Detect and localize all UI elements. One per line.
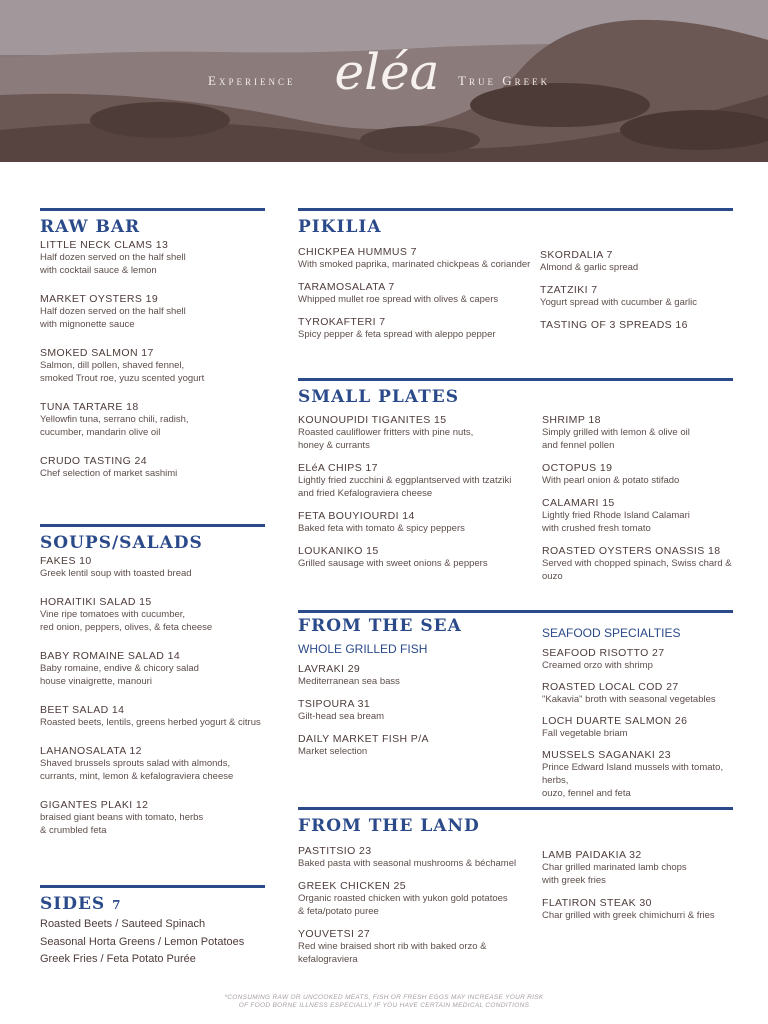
sides-line: Seasonal Horta Greens / Lemon Potatoes <box>40 935 245 948</box>
item-name: LITTLE NECK CLAMS 13 <box>40 239 169 251</box>
menu-item <box>298 880 548 918</box>
item-desc: Baked feta with tomato & spicy peppers <box>298 523 465 534</box>
item-desc: Roasted beets, lentils, greens herbed yogurt & citrus <box>40 717 261 728</box>
item-name: CALAMARI 15 <box>542 497 615 509</box>
item-desc: and fried Kefalograviera cheese <box>298 488 433 499</box>
menu-item <box>540 249 735 274</box>
menu-item <box>298 246 538 271</box>
menu-item <box>40 455 265 480</box>
section-rule <box>298 807 733 810</box>
section-title: SMALL PLATES <box>298 387 459 407</box>
item-desc: Baby romaine, endive & chicory salad <box>40 663 199 674</box>
item-desc: Chef selection of market sashimi <box>40 468 178 479</box>
item-desc: house vinaigrette, manouri <box>40 676 152 687</box>
menu-item <box>40 596 265 634</box>
item-desc: Spicy pepper & feta spread with aleppo pepper <box>298 329 496 340</box>
item-desc: with greek fries <box>542 875 606 886</box>
menu-item <box>540 319 735 331</box>
item-name: TSIPOURA 31 <box>298 698 371 710</box>
soups-salads-section <box>40 524 265 837</box>
menu-item <box>542 414 737 452</box>
item-name: TZATZIKI 7 <box>540 284 598 296</box>
item-name: LAHANOSALATA 12 <box>40 745 142 757</box>
item-desc: Creamed orzo with shrimp <box>542 660 653 671</box>
section-rule <box>298 208 733 211</box>
item-desc: Greek lentil soup with toasted bread <box>40 568 192 579</box>
tagline-left: Experience <box>208 73 296 88</box>
item-desc: Grilled sausage with sweet onions & peppers <box>298 558 488 569</box>
item-name: ELéA CHIPS 17 <box>298 462 378 474</box>
item-name: SMOKED SALMON 17 <box>40 347 154 359</box>
item-name: CRUDO TASTING 24 <box>40 455 147 467</box>
section-rule <box>40 524 265 527</box>
menu-item <box>298 845 548 870</box>
item-desc: Almond & garlic spread <box>540 262 639 273</box>
item-desc: Vine ripe tomatoes with cucumber, <box>40 609 186 620</box>
section-rule <box>40 885 265 888</box>
menu-item <box>40 401 265 439</box>
sides-section <box>40 885 265 969</box>
item-name: MUSSELS SAGANAKI 23 <box>542 749 671 761</box>
menu-item <box>542 647 737 672</box>
elea-logo: eléa <box>334 43 440 101</box>
item-name: YOUVETSI 27 <box>298 928 371 940</box>
menu-item <box>40 745 265 783</box>
sides-price: 7 <box>112 898 122 912</box>
item-desc: red onion, peppers, olives, & feta cheese <box>40 622 213 633</box>
item-desc: ouzo, fennel and feta <box>542 788 631 799</box>
item-name: BEET SALAD 14 <box>40 704 125 716</box>
item-desc: Fall vegetable briam <box>542 728 628 739</box>
sides-title: SIDES <box>40 894 106 914</box>
menu-item <box>542 715 737 740</box>
section-rule <box>40 208 265 211</box>
menu-item <box>542 749 737 800</box>
menu-item <box>298 414 538 452</box>
disclaimer-line: *CONSUMING RAW OR UNCOOKED MEATS, FISH OR FRESH EGGS MAY INCREASE YOUR RISK <box>224 994 544 1001</box>
menu-item <box>542 462 737 487</box>
item-desc: With pearl onion & potato stifado <box>542 475 680 486</box>
from-the-land-section <box>298 807 733 977</box>
item-desc: honey & currants <box>298 440 370 451</box>
item-desc: Lightly fried zucchini & eggplantserved with tzatziki <box>298 475 512 486</box>
section-title: RAW BAR <box>40 217 141 237</box>
menu-item <box>40 799 265 837</box>
section-title: PIKILIA <box>298 217 382 237</box>
item-desc: Whipped mullet roe spread with olives & capers <box>298 294 499 305</box>
item-desc: Organic roasted chicken with yukon gold potatoes <box>298 893 508 904</box>
disclaimer-line: OF FOOD BORNE ILLNESS ESPECIALLY IF YOU HAVE CERTAIN MEDICAL CONDITIONS <box>238 1002 530 1009</box>
item-desc: Salmon, dill pollen, shaved fennel, <box>40 360 185 371</box>
item-desc: Shaved brussels sprouts salad with almonds, <box>40 758 231 769</box>
menu-item <box>40 704 265 729</box>
item-desc: Prince Edward Island mussels with tomato, herbs, <box>542 762 724 786</box>
item-name: FLATIRON STEAK 30 <box>542 897 652 909</box>
item-name: CHICKPEA HUMMUS 7 <box>298 246 417 258</box>
item-desc: Half dozen served on the half shell <box>40 306 186 317</box>
item-name: LAMB PAIDAKIA 32 <box>542 849 642 861</box>
menu-item <box>298 281 538 306</box>
item-name: GREEK CHICKEN 25 <box>298 880 406 892</box>
item-desc: Market selection <box>298 746 368 757</box>
item-desc: smoked Trout roe, yuzu scented yogurt <box>40 373 205 384</box>
item-name: SHRIMP 18 <box>542 414 601 426</box>
item-desc: Yogurt spread with cucumber & garlic <box>540 297 698 308</box>
item-desc: with mignonette sauce <box>40 319 135 330</box>
raw-bar-section <box>40 208 265 480</box>
item-desc: cucumber, mandarin olive oil <box>40 427 161 438</box>
health-disclaimer <box>0 994 768 1010</box>
item-name: PASTITSIO 23 <box>298 845 372 857</box>
item-name: OCTOPUS 19 <box>542 462 613 474</box>
menu-item <box>40 347 265 385</box>
subsection-title: SEAFOOD SPECIALTIES <box>542 626 681 640</box>
sides-line: Roasted Beets / Sauteed Spinach <box>40 918 206 930</box>
item-desc: Lightly fried Rhode Island Calamari <box>542 510 690 521</box>
item-desc: With smoked paprika, marinated chickpeas & coriander <box>298 259 531 270</box>
item-name: ROASTED OYSTERS ONASSIS 18 <box>542 545 721 557</box>
item-name: LOUKANIKO 15 <box>298 545 379 557</box>
menu-item <box>40 650 265 688</box>
item-name: FAKES 10 <box>40 555 92 567</box>
section-title <box>40 894 265 914</box>
item-desc: Mediterranean sea bass <box>298 676 400 687</box>
from-the-sea-section <box>298 610 733 800</box>
small-plates-section <box>298 378 733 603</box>
item-desc: braised giant beans with tomato, herbs <box>40 812 204 823</box>
item-desc: with cocktail sauce & lemon <box>40 265 157 276</box>
item-name: FETA BOUYIOURDI 14 <box>298 510 415 522</box>
tagline-right: True Greek <box>458 73 551 88</box>
menu-item <box>298 545 538 570</box>
menu-item <box>540 284 735 309</box>
item-desc: Char grilled marinated lamb chops <box>542 862 687 873</box>
menu-item <box>298 698 538 723</box>
section-rule <box>298 378 733 381</box>
item-desc: Served with chopped spinach, Swiss chard & ouzo <box>542 558 732 582</box>
menu-item <box>298 316 538 341</box>
sides-line: Greek Fries / Feta Potato Purée <box>40 953 196 965</box>
item-desc: Yellowfin tuna, serrano chili, radish, <box>40 414 189 425</box>
menu-item <box>40 293 265 331</box>
item-desc: Char grilled with greek chimichurri & fries <box>542 910 715 921</box>
item-name: SKORDALIA 7 <box>540 249 613 261</box>
menu-item <box>542 681 737 706</box>
item-desc: Gilt-head sea bream <box>298 711 385 722</box>
item-desc: "Kakavia" broth with seasonal vegetables <box>542 694 716 705</box>
item-name: HORAITIKI SALAD 15 <box>40 596 152 608</box>
item-name: GIGANTES PLAKI 12 <box>40 799 149 811</box>
menu-item <box>298 462 538 500</box>
pikilia-section <box>298 208 733 340</box>
item-name: BABY ROMAINE SALAD 14 <box>40 650 181 662</box>
menu-item <box>40 555 265 580</box>
section-title: FROM THE SEA <box>298 616 462 636</box>
menu-item <box>298 928 548 966</box>
item-desc: currants, mint, lemon & kefalograviera cheese <box>40 771 234 782</box>
menu-item <box>542 849 737 887</box>
item-name: LAVRAKI 29 <box>298 663 361 675</box>
item-desc: Red wine braised short rib with baked orzo & kefalograviera <box>298 941 487 965</box>
menu-item <box>542 897 737 922</box>
item-desc: Baked pasta with seasonal mushrooms & béchamel <box>298 858 517 869</box>
item-name: KOUNOUPIDI TIGANITES 15 <box>298 414 447 426</box>
item-desc: & feta/potato puree <box>298 906 379 917</box>
menu-item <box>40 239 265 277</box>
menu-item <box>298 733 538 758</box>
menu-item <box>542 497 737 535</box>
item-name: TARAMOSALATA 7 <box>298 281 395 293</box>
header-banner <box>0 0 768 162</box>
item-desc: and fennel pollen <box>542 440 615 451</box>
menu-item <box>542 545 737 583</box>
section-title: FROM THE LAND <box>298 816 480 836</box>
item-name: ROASTED LOCAL COD 27 <box>542 681 679 693</box>
item-name: MARKET OYSTERS 19 <box>40 293 159 305</box>
item-name: TASTING OF 3 SPREADS 16 <box>540 319 688 331</box>
item-desc: Simply grilled with lemon & olive oil <box>542 427 690 438</box>
item-desc: Roasted cauliflower fritters with pine nuts, <box>298 427 474 438</box>
item-name: SEAFOOD RISOTTO 27 <box>542 647 665 659</box>
item-name: TUNA TARTARE 18 <box>40 401 139 413</box>
item-name: DAILY MARKET FISH P/A <box>298 733 429 745</box>
menu-item <box>298 510 538 535</box>
subsection-title: WHOLE GRILLED FISH <box>298 642 428 656</box>
item-name: LOCH DUARTE SALMON 26 <box>542 715 688 727</box>
section-title: SOUPS/SALADS <box>40 533 203 553</box>
item-desc: with crushed fresh tomato <box>542 523 651 534</box>
item-desc: & crumbled feta <box>40 825 107 836</box>
menu-item <box>298 663 538 688</box>
item-desc: Half dozen served on the half shell <box>40 252 186 263</box>
item-name: TYROKAFTERI 7 <box>298 316 386 328</box>
